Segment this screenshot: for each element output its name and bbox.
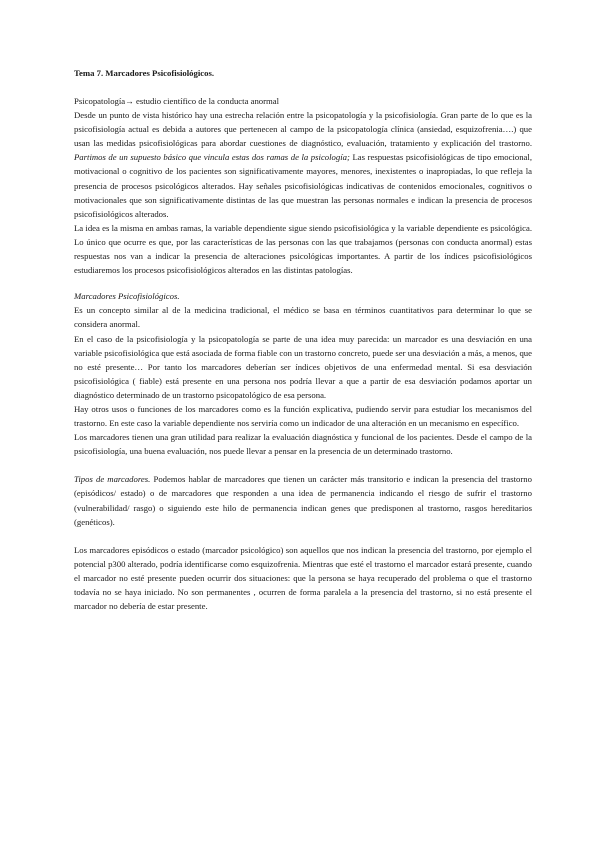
section3-paragraph-2: Los marcadores episódicos o estado (marcador psicológico) son aquellos que nos indican la presencia del trastorno, por ejemplo el potencial p300 alterado, podría identificarse como esquizofrenia. Mientras que esté el trastorno el marcador estará presente, cuando el marcador no esté presente pueden ocurrir dos situaciones: que la persona se haya recuperado del problema o que el trastorno todavía no se haya iniciado. No son permanentes , ocurren de forma paralela a la presencia del trastorno, si no está presente el marcador no debería de estar presente. (74, 544, 532, 612)
spacer (74, 529, 532, 543)
section1-p1-tail: Las respuestas psicofisiológicas de tipo emocional, motivacional o cognitivo de los pacientes son significativamente mayores, menores, inexistentes o inapropiadas, lo que refleja la presencia de procesos psicológicos alterados. Hay señales psicofisiológicas indicativas de contenidos emocionales, cognitivos o motivacionales que son significativamente distintas de las que muestran las personas normales e indican la presencia de procesos psicofisiológicos alterados. (74, 152, 532, 219)
section1-paragraph-1 (74, 108, 532, 221)
section2-paragraph-2: En el caso de la psicofisiología y la psicopatología se parte de una idea muy parecida: un marcador es una desviación en una variable psicofisiológica que está asociada de forma fiable con un trastorno concreto, puede ser una desviación a más, a menos, que no esté presente… Por tanto los marcadores deberían ser índices objetivos de una enfermedad mental. Si esa desviación psicofisiológica ( fiable) está presente en una persona nos podría llevar a que a partir de esa desviación podamos aportar un diagnóstico determinado de un trastorno psicopatológico de esa persona. (74, 333, 532, 400)
document-page (74, 66, 532, 613)
spacer (74, 458, 532, 472)
section3-lead: Tipos de marcadores. (74, 474, 151, 485)
section2-paragraph-3: Hay otros usos o funciones de los marcadores como es la función explicativa, pudiendo servir para estudiar los mecanismos del trastorno. En este caso la variable dependiente nos serviría como un indicador de una alteración en un mecanismo en específico. (74, 403, 532, 429)
section1-heading: Psicopatología→ estudio científico de la conducta anormal (74, 96, 280, 106)
document-title: Tema 7. Marcadores Psicofisiológicos. (74, 68, 215, 78)
section3-text: Podemos hablar de marcadores que tienen un carácter más transitorio e indican la presencia del trastorno (episódicos/ estado) o de marcadores que responden a una idea de permanencia indicando el riesgo de sufrir el trastorno (vulnerabilidad/ rasgo) o siguiendo este hilo de permanencia indican genes que predisponen al trastorno, rasgos hereditarios (genéticos). (74, 474, 532, 527)
section2-paragraph-1: Es un concepto similar al de la medicina tradicional, el médico se basa en términos cuantitativos para determinar lo que se considera anormal. (74, 305, 532, 330)
spacer (74, 80, 532, 94)
section1-p1-text: Desde un punto de vista histórico hay una estrecha relación entre la psicopatología y la psicofisiología. Gran parte de lo que es la psicofisiología actual es debida a autores que pertenecen al campo de la psicopatología clínica (ansiedad, esquizofrenia….) que usan las medidas psicofisiológicas para abordar cuestiones de diagnóstico, evaluación, tratamiento y explicación del trastorno. (74, 110, 532, 149)
section1-p1-italic: Partimos de un supuesto básico que vincula estas dos ramas de la psicología; (74, 152, 350, 163)
spacer (74, 277, 532, 289)
section2-paragraph-4: Los marcadores tienen una gran utilidad para realizar la evaluación diagnóstica y funcional de los pacientes. Desde el campo de la psicofisiología, una buena evaluación, nos puede llevar a pensar en la presencia de un determinado trastorno. (74, 432, 532, 457)
section3-paragraph-1 (74, 472, 532, 528)
section1-paragraph-2: La idea es la misma en ambas ramas, la variable dependiente sigue siendo psicofisiológica y la variable dependiente es psicológica. Lo único que ocurre es que, por las características de las personas con las que trabajamos (personas con conducta anormal) estas respuestas nos van a indicar la presencia de alteraciones psicológicas importantes. A partir de los índices psicofisiológicos estudiaremos los procesos psicofisiológicos alterados en las distintas patologías. (74, 222, 532, 276)
section2-heading: Marcadores Psicofisiológicos. (74, 291, 180, 302)
